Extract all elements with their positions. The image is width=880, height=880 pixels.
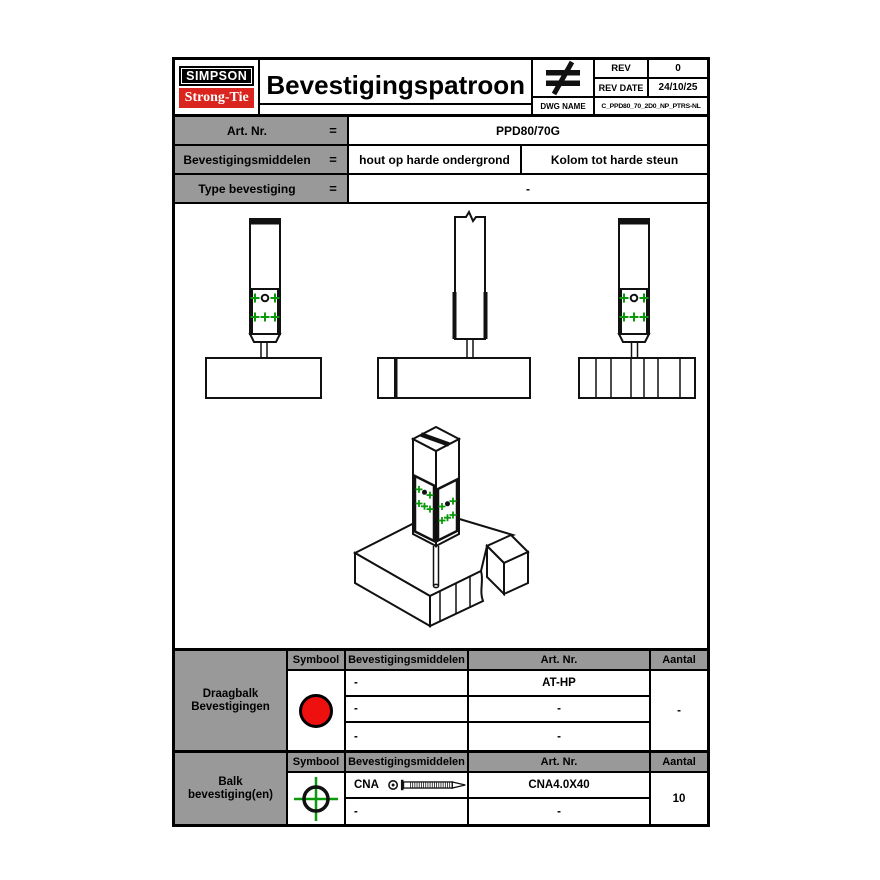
- post-side-view: [378, 212, 530, 398]
- logo-simpson: SIMPSON: [179, 66, 254, 86]
- col-header-middelen: Bevestigingsmiddelen: [346, 651, 469, 671]
- aantal-cell: 10: [672, 792, 686, 805]
- artnr-value: PPD80/70G: [495, 123, 561, 138]
- artnr-label: Art. Nr.: [226, 123, 267, 138]
- equals-sign: =: [329, 181, 337, 196]
- post-front-view: [206, 219, 321, 398]
- col-header-middelen: Bevestigingsmiddelen: [346, 753, 469, 773]
- middelen-label: Bevestigingsmiddelen: [183, 152, 311, 167]
- not-equal-icon: [533, 60, 595, 98]
- sheet-title-cell: [260, 60, 533, 114]
- rev-date-label: REV DATE: [595, 79, 649, 98]
- artnr-cell: -: [469, 697, 651, 723]
- info-row-type: [175, 175, 707, 204]
- title-block: [175, 60, 707, 117]
- middelen-value-1: hout op harde ondergrond: [349, 146, 522, 173]
- artnr-cell: CNA4.0X40: [469, 773, 651, 799]
- draagbalk-title: Draagbalk Bevestigingen: [175, 651, 288, 750]
- col-header-symbool: Symbool: [288, 753, 346, 773]
- post-front-view-on-segmented-base: [579, 219, 695, 398]
- middel-cell: -: [346, 697, 469, 723]
- article-info-table: [175, 117, 707, 204]
- rev-label: REV: [595, 60, 649, 79]
- middel-cell-cna: CNA: [346, 773, 469, 799]
- drawing-sheet: [172, 57, 710, 827]
- technical-drawing: [175, 204, 707, 648]
- info-row-artnr: [175, 117, 707, 146]
- balk-title: Balk bevestiging(en): [175, 753, 288, 824]
- balk-table: [175, 750, 707, 824]
- type-label: Type bevestiging: [198, 181, 296, 196]
- artnr-cell: AT-HP: [469, 671, 651, 697]
- dwg-name-label: DWG NAME: [533, 98, 595, 114]
- rev-value: 0: [649, 60, 707, 79]
- drawing-area: [175, 204, 707, 648]
- rev-date-value: 24/10/25: [649, 79, 707, 98]
- sheet-title: Bevestigingspatroon: [260, 70, 531, 105]
- middelen-value-2: Kolom tot harde steun: [550, 152, 679, 167]
- col-header-symbool: Symbool: [288, 651, 346, 671]
- ring-nail-icon: [387, 777, 467, 793]
- equals-sign: =: [329, 152, 337, 167]
- info-row-bevestigingsmiddelen: [175, 146, 707, 175]
- aantal-cell: -: [677, 704, 681, 717]
- logo-strongtie: Strong-Tie: [179, 88, 254, 108]
- draagbalk-table: [175, 648, 707, 750]
- middel-cell: -: [346, 799, 469, 824]
- equals-sign: =: [329, 123, 337, 138]
- col-header-aantal: Aantal: [651, 753, 707, 773]
- isometric-view: [355, 427, 528, 626]
- col-header-aantal: Aantal: [651, 651, 707, 671]
- simpson-strongtie-logo: [175, 60, 260, 114]
- middel-cell: -: [346, 671, 469, 697]
- col-header-artnr: Art. Nr.: [469, 651, 651, 671]
- type-value: -: [526, 181, 530, 196]
- artnr-cell: -: [469, 723, 651, 750]
- revision-block: [533, 60, 707, 114]
- dwg-name-value: C_PPD80_70_2D0_NP_PTRS-NL: [601, 102, 701, 110]
- middel-cell: -: [346, 723, 469, 750]
- red-circle-icon: [288, 671, 346, 750]
- col-header-artnr: Art. Nr.: [469, 753, 651, 773]
- artnr-cell: -: [469, 799, 651, 824]
- green-crosshair-icon: [288, 773, 346, 824]
